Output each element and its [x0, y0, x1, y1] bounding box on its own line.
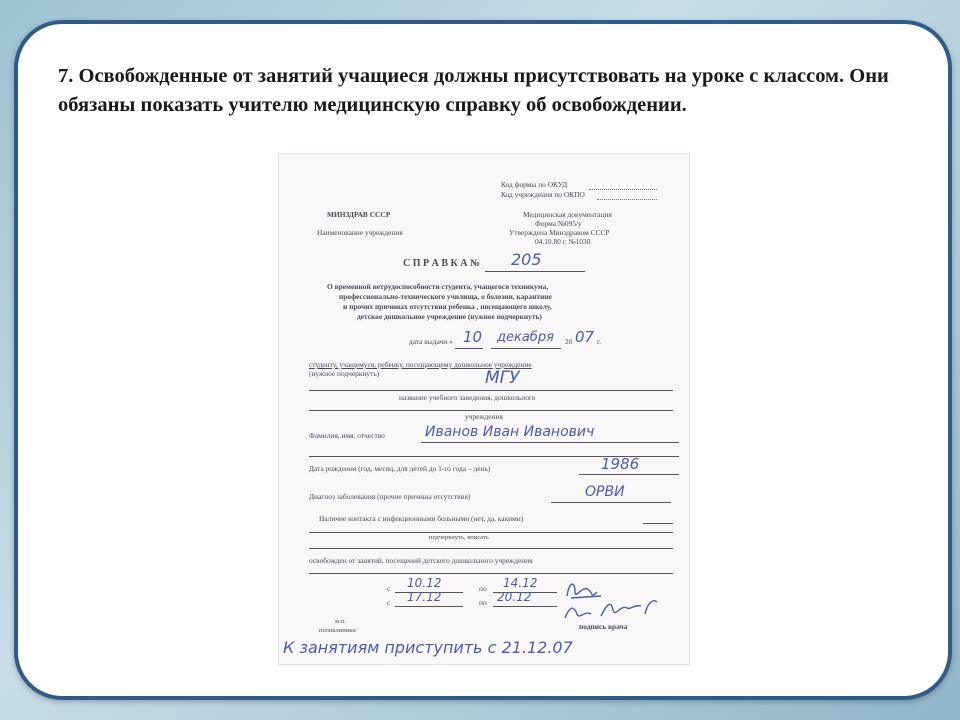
diagnosis-value: ОРВИ — [585, 484, 625, 500]
doctor-signature-scribble — [561, 574, 671, 626]
fio-value: Иванов Иван Иванович — [425, 424, 595, 440]
issue-day-line — [455, 348, 483, 349]
number-line — [485, 271, 585, 272]
institution-value: МГУ — [485, 368, 520, 388]
contact-line — [643, 523, 673, 524]
contact-line-2 — [309, 532, 673, 533]
issue-year-prefix: 20 — [565, 337, 573, 346]
diagnosis-line — [551, 502, 671, 503]
stamp-clinic: поликлиники — [319, 627, 356, 634]
okud-label: Код формы по ОКУД — [501, 180, 568, 189]
institution-line-2 — [309, 410, 673, 411]
birth-label: Дата рождения (год, месяц, для детей до 1-го года – день) — [309, 464, 491, 473]
issue-month: декабря — [497, 330, 554, 345]
contact-caption: подчеркнуть, вписать — [429, 534, 489, 541]
to-date-2: 20.12 — [497, 590, 532, 604]
desc-line-4: детское дошкольное учреждение (нужное подчеркнуть) — [357, 312, 542, 321]
issue-year: 07 — [575, 328, 595, 346]
okpo-dots — [597, 199, 657, 200]
okpo-label: Код учреждения по ОКПО — [501, 190, 585, 199]
approved-label: Утверждена Минздравом СССР — [509, 228, 610, 237]
to-date-1: 14.12 — [503, 576, 538, 590]
doctor-signature-label: подпись врача — [579, 622, 628, 631]
footer-note: К занятиям приступить с 21.12.07 — [283, 638, 573, 657]
desc-line-3: и прочих причинах отсутствия ребенка , посещающего школу, — [343, 302, 552, 311]
okud-dots — [589, 189, 657, 190]
slide-heading: 7. Освобожденные от занятий учащиеся должны присутствовать на уроке с классом. Они обязаны показать учителю медицинскую справку об освобождении. — [58, 65, 889, 116]
contact-label: Наличие контакта с инфекционными больными (нет, да, какими) — [319, 514, 524, 523]
contact-line-3 — [309, 548, 673, 549]
form-number: Форма №095/у — [535, 219, 582, 228]
desc-line-2: профессионально-технического училища, о болезни, карантине — [339, 292, 552, 301]
certificate-title: С П Р А В К А № — [403, 258, 481, 269]
institution-caption-1: название учебного заведения, дошкольного — [399, 393, 536, 402]
to-label-2: по — [479, 598, 487, 607]
institution-name-label: Наименование учреждения — [317, 228, 403, 237]
from-date-2: 17.12 — [407, 590, 442, 604]
issue-year-suffix: г. — [597, 337, 602, 346]
exemption-label: освобожден от занятий, посещений детского дошкольного учреждения — [309, 556, 533, 565]
issue-day: 10 — [463, 328, 483, 346]
medical-certificate-scan — [278, 153, 690, 665]
issue-date-label: дата выдачи « — [409, 337, 453, 346]
fio-label: Фамилия, имя, отчество — [309, 431, 385, 440]
issue-month-line — [491, 348, 561, 349]
birth-value: 1986 — [601, 455, 640, 473]
med-doc-label: Медицинская документация — [523, 210, 612, 219]
institution-line — [309, 390, 673, 391]
from-label-1: с — [387, 584, 391, 593]
certificate-number: 205 — [511, 250, 542, 269]
from-label-2: с — [387, 598, 391, 607]
ministry-label: МИНЗДРАВ СССР — [327, 210, 391, 219]
to-line-2 — [493, 606, 557, 607]
from-date-1: 10.12 — [407, 576, 442, 590]
institution-caption-2: учреждения — [465, 412, 503, 421]
diagnosis-label: Диагноз заболевания (прочие причины отсутствия) — [309, 492, 471, 501]
stamp-mp: м.п. — [335, 618, 346, 625]
to-label-1: по — [479, 584, 487, 593]
student-line: студенту, учащемуся, ребенку, посещающему дошкольное учреждение — [309, 360, 532, 369]
from-line-2 — [395, 606, 463, 607]
desc-line-1: О временной нетрудоспособности студента, учащегося техникума, — [327, 282, 549, 291]
approved-date: 04.10.80 г. №1030 — [535, 237, 591, 246]
fio-line — [421, 442, 679, 443]
birth-line — [579, 474, 679, 475]
underline-note: (нужное подчеркнуть) — [309, 369, 380, 378]
